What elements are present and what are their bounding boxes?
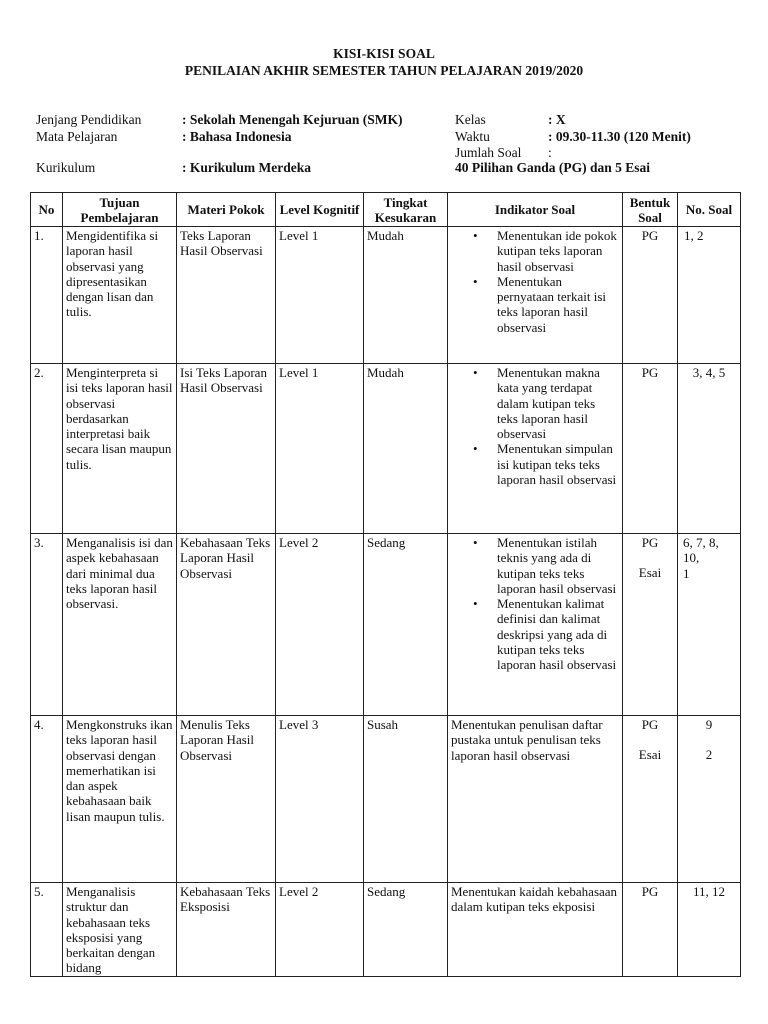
- bentuk-esai: Esai: [638, 565, 662, 581]
- row-indikator: [448, 227, 623, 364]
- row-tujuan: Menganalisis isi dan aspek kebahasaan dari minimal dua teks laporan hasil observasi.: [63, 534, 177, 716]
- kelas-label: Kelas: [455, 112, 486, 127]
- nosoal-pg: 6, 7, 8, 10,: [683, 535, 719, 566]
- row-bentuk: [623, 716, 678, 883]
- row-no: 5.: [31, 883, 63, 977]
- indikator-item: • Menentukan simpulan isi kutipan teks teks laporan hasil observasi: [497, 441, 619, 487]
- document-title: KISI-KISI SOAL: [333, 46, 435, 61]
- waktu-label: Waktu: [455, 129, 490, 144]
- row-tingkat: Sedang: [364, 534, 448, 716]
- indikator-item: • Menentukan kalimat definisi dan kalimat deskripsi yang ada di kutipan teks teks laporan hasil observasi: [497, 596, 619, 672]
- table-row: [31, 716, 741, 883]
- header-tingkat: Tingkat Kesukaran: [364, 193, 448, 227]
- row-materi: Kebahasaan Teks Eksposisi: [177, 883, 276, 977]
- row-bentuk: PG: [623, 883, 678, 977]
- header-no: No: [31, 193, 63, 227]
- row-level: Level 1: [276, 227, 364, 364]
- row-no: 4.: [31, 716, 63, 883]
- row-no: 2.: [31, 364, 63, 534]
- row-tujuan: Mengkonstruks ikan teks laporan hasil observasi dengan memerhatikan isi dan aspek kebahasaan baik lisan maupun tulis.: [63, 716, 177, 883]
- table-row: [31, 364, 741, 534]
- row-nosoal: 3, 4, 5: [678, 364, 741, 534]
- row-materi: Kebahasaan Teks Laporan Hasil Observasi: [177, 534, 276, 716]
- row-nosoal: [678, 534, 741, 716]
- row-level: Level 3: [276, 716, 364, 883]
- bentuk-pg: PG: [641, 717, 659, 732]
- row-tujuan: Menginterpreta si isi teks laporan hasil observasi berdasarkan interpretasi baik secara lisan maupun tulis.: [63, 364, 177, 534]
- row-materi: Menulis Teks Laporan Hasil Observasi: [177, 716, 276, 883]
- bentuk-pg: PG: [641, 535, 659, 550]
- row-tujuan: Menganalisis struktur dan kebahasaan teks eksposisi yang berkaitan dengan bidang: [63, 883, 177, 977]
- jenjang-value: : Sekolah Menengah Kejuruan (SMK): [182, 112, 403, 127]
- row-level: Level 2: [276, 534, 364, 716]
- row-no: 1.: [31, 227, 63, 364]
- indikator-item: • Menentukan makna kata yang terdapat dalam kutipan teks teks laporan hasil observasi: [497, 365, 619, 441]
- row-materi: Isi Teks Laporan Hasil Observasi: [177, 364, 276, 534]
- row-no: 3.: [31, 534, 63, 716]
- waktu-value: : 09.30-11.30 (120 Menit): [548, 129, 691, 144]
- row-bentuk: PG: [623, 227, 678, 364]
- mapel-value: : Bahasa Indonesia: [182, 129, 292, 144]
- kelas-value: : X: [548, 112, 566, 127]
- row-nosoal: 1, 2: [678, 227, 741, 364]
- row-indikator: [448, 534, 623, 716]
- indikator-item: • Menentukan ide pokok kutipan teks laporan hasil observasi: [497, 228, 619, 274]
- jumlah-detail: 40 Pilihan Ganda (PG) dan 5 Esai: [455, 160, 651, 175]
- table-header-row: [31, 193, 741, 227]
- kisi-kisi-table: [30, 192, 741, 977]
- bentuk-esai: Esai: [638, 747, 662, 763]
- indikator-item: • Menentukan pernyataan terkait isi teks laporan hasil observasi: [497, 274, 619, 335]
- row-tingkat: Susah: [364, 716, 448, 883]
- jenjang-label: Jenjang Pendidikan: [36, 112, 142, 127]
- row-bentuk: [623, 534, 678, 716]
- row-tingkat: Mudah: [364, 227, 448, 364]
- header-bentuk: Bentuk Soal: [623, 193, 678, 227]
- header-indikator: Indikator Soal: [448, 193, 623, 227]
- nosoal-esai: 2: [705, 747, 713, 763]
- row-level: Level 1: [276, 364, 364, 534]
- row-tingkat: Sedang: [364, 883, 448, 977]
- row-indikator: Menentukan penulisan daftar pustaka untuk penulisan teks laporan hasil observasi: [448, 716, 623, 883]
- table-row: [31, 883, 741, 977]
- nosoal-pg: 9: [705, 717, 713, 732]
- kurikulum-value: : Kurikulum Merdeka: [182, 160, 312, 175]
- indikator-item: • Menentukan istilah teknis yang ada di kutipan teks teks laporan hasil observasi: [497, 535, 619, 596]
- jumlah-colon: :: [548, 145, 552, 160]
- document-subtitle: PENILAIAN AKHIR SEMESTER TAHUN PELAJARAN 2019/2020: [184, 63, 584, 78]
- row-indikator: Menentukan kaidah kebahasaan dalam kutipan teks ekposisi: [448, 883, 623, 977]
- row-nosoal: 11, 12: [678, 883, 741, 977]
- header-level: Level Kognitif: [276, 193, 364, 227]
- row-tingkat: Mudah: [364, 364, 448, 534]
- header-tujuan: Tujuan Pembelajaran: [63, 193, 177, 227]
- table-row: [31, 534, 741, 716]
- nosoal-esai: 1: [683, 565, 690, 581]
- jumlah-label: Jumlah Soal: [455, 145, 522, 160]
- mapel-label: Mata Pelajaran: [36, 129, 118, 144]
- kurikulum-label: Kurikulum: [36, 160, 96, 175]
- row-bentuk: PG: [623, 364, 678, 534]
- row-tujuan: Mengidentifika si laporan hasil observasi yang dipresentasikan dengan lisan dan tulis.: [63, 227, 177, 364]
- header-materi: Materi Pokok: [177, 193, 276, 227]
- row-level: Level 2: [276, 883, 364, 977]
- row-indikator: [448, 364, 623, 534]
- table-row: [31, 227, 741, 364]
- row-nosoal: [678, 716, 741, 883]
- row-materi: Teks Laporan Hasil Observasi: [177, 227, 276, 364]
- header-nosoal: No. Soal: [678, 193, 741, 227]
